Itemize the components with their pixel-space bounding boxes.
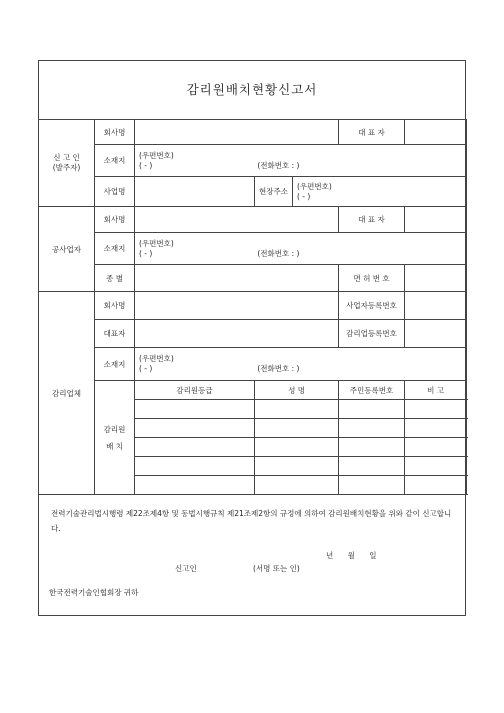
grade-cell[interactable] (135, 476, 255, 495)
reporter-rep-label: 대 표 자 (339, 120, 405, 145)
report-form (38, 60, 466, 616)
contractor-company-label: 회사명 (95, 207, 135, 233)
reporter-company-label: 회사명 (95, 120, 135, 145)
supervisor-company-field[interactable] (135, 292, 339, 320)
contractor-company-field[interactable] (135, 207, 339, 233)
reporter-section-label: 신 고 인 (발주자) (39, 120, 95, 207)
contractor-type-field[interactable] (135, 265, 339, 292)
name-cell[interactable] (255, 438, 339, 457)
supervisor-bizreg-label: 사업자등록번호 (339, 292, 405, 320)
date-line[interactable]: 년 월 일 (326, 551, 377, 560)
supervisor-supreg-field[interactable] (405, 320, 467, 348)
reporter-company-field[interactable] (135, 120, 339, 145)
name-cell[interactable] (255, 457, 339, 476)
note-cell[interactable] (405, 400, 467, 419)
supervisor-company-label: 회사명 (95, 292, 135, 320)
reporter-project-field[interactable] (135, 177, 255, 207)
col-name-header: 성 명 (255, 381, 339, 400)
form-table (38, 119, 467, 495)
note-cell[interactable] (405, 438, 467, 457)
supervisor-phone: (전화번호 : ) (257, 364, 300, 373)
contractor-type-label: 종 별 (95, 265, 135, 292)
id-cell[interactable] (339, 476, 405, 495)
supervisor-postal-blank: ( - ) (139, 364, 153, 373)
supervisor-address-label: 소재지 (95, 348, 135, 381)
col-note-header: 비 고 (405, 381, 467, 400)
supervisor-rep-field[interactable] (135, 320, 339, 348)
contractor-address-field[interactable] (135, 233, 467, 265)
reporter-address-label: 소재지 (95, 145, 135, 177)
contractor-license-label: 면 허 번 호 (339, 265, 405, 292)
placement-label: 감리원 배 치 (95, 381, 135, 495)
contractor-section-label: 공사업자 (39, 207, 95, 292)
id-cell[interactable] (339, 400, 405, 419)
contractor-postal-blank: ( - ) (139, 248, 153, 258)
col-id-header: 주민등록번호 (339, 381, 405, 400)
contractor-rep-field[interactable] (405, 207, 467, 233)
name-cell[interactable] (255, 419, 339, 438)
id-cell[interactable] (339, 438, 405, 457)
note-cell[interactable] (405, 476, 467, 495)
addressee: 한국전력기술인협회장 귀하 (49, 588, 139, 597)
supervisor-supreg-label: 감리업등록번호 (339, 320, 405, 348)
grade-cell[interactable] (135, 419, 255, 438)
reporter-site-field[interactable] (293, 177, 467, 207)
reporter-postal-blank: ( - ) (139, 160, 153, 170)
reporter-site-label: 현장주소 (255, 177, 293, 207)
reporter-project-label: 사업명 (95, 177, 135, 207)
contractor-rep-label: 대 표 자 (339, 207, 405, 233)
supervisor-address-field[interactable] (135, 348, 467, 381)
col-grade-header: 감리원등급 (135, 381, 255, 400)
supervisor-section-label: 감리업체 (39, 292, 95, 495)
reporter-postal: (우편번호) (139, 150, 174, 160)
contractor-license-field[interactable] (405, 265, 467, 292)
form-title: 감리원배치현황신고서 (186, 82, 318, 97)
grade-cell[interactable] (135, 400, 255, 419)
contractor-phone: (전화번호 : ) (257, 248, 300, 258)
supervisor-postal: (우편번호) (139, 354, 174, 363)
supervisor-bizreg-field[interactable] (405, 292, 467, 320)
name-cell[interactable] (255, 476, 339, 495)
site-postal: (우편번호) (297, 181, 332, 191)
grade-cell[interactable] (135, 457, 255, 476)
note-cell[interactable] (405, 419, 467, 438)
reporter-phone: (전화번호 : ) (257, 160, 300, 170)
id-cell[interactable] (339, 419, 405, 438)
grade-cell[interactable] (135, 438, 255, 457)
declaration-text: 전력기술관리법시행령 제22조제4항 및 동법시행규칙 제21조제2항의 규정에 의하여 감리원배치현황을 위와 같이 신고합니다. (51, 509, 452, 533)
id-cell[interactable] (339, 457, 405, 476)
reporter-address-field[interactable] (135, 145, 467, 177)
note-cell[interactable] (405, 457, 467, 476)
signature-note[interactable]: (서명 또는 인) (253, 564, 300, 573)
site-postal-blank: ( - ) (297, 191, 311, 201)
contractor-postal: (우편번호) (139, 238, 174, 248)
supervisor-rep-label: 대표자 (95, 320, 135, 348)
name-cell[interactable] (255, 400, 339, 419)
signer-label: 신고인 (175, 564, 197, 573)
contractor-address-label: 소재지 (95, 233, 135, 265)
reporter-rep-field[interactable] (405, 120, 467, 145)
